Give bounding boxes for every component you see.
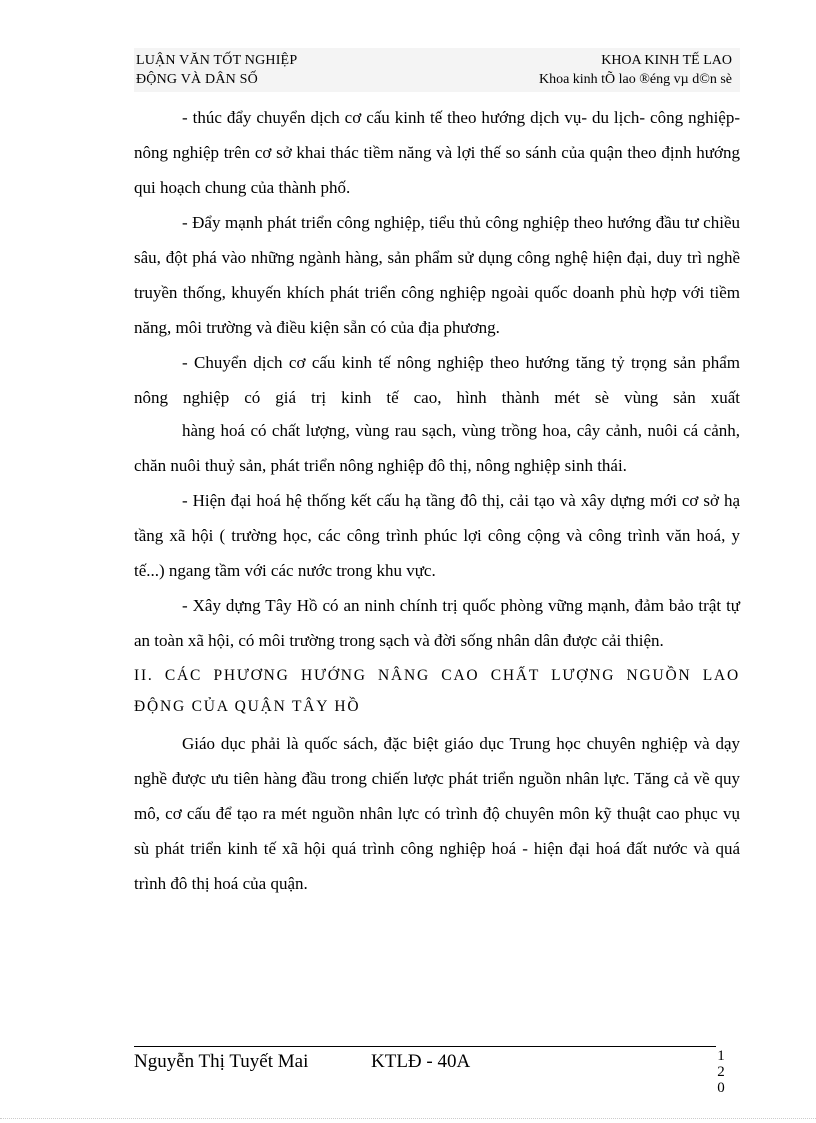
footer-class-code: KTLĐ - 40A bbox=[371, 1051, 471, 1072]
section-heading bbox=[134, 660, 740, 722]
section-heading-line-2: ĐỘNG CỦA QUẬN TÂY HỒ bbox=[134, 698, 361, 715]
section-heading-line-1: II. CÁC PHƯƠNG HƯỚNG NÂNG CAO CHẤT LƯỢNG NGUỒN LAO bbox=[134, 667, 740, 684]
page-number-digit: 0 bbox=[717, 1080, 725, 1096]
document-body bbox=[134, 100, 740, 901]
page-number-digit: 2 bbox=[717, 1064, 725, 1080]
page-number-digit: 1 bbox=[717, 1048, 725, 1064]
header-row-1 bbox=[134, 48, 740, 70]
paragraph-final: Giáo dục phải là quốc sách, đặc biệt giáo dục Trung học chuyên nghiệp và dạy nghề được ưu tiên hàng đầu trong chiến lược phát triển nguồn nhân lực. Tăng cả về quy mô, cơ cấu để tạo ra mét nguồn nhân lực có trình độ chuyên môn kỹ thuật cao phục vụ sù phát triển kinh tế xã hội quá trình công nghiệp hoá - hiện đại hoá đất nước và quá trình đô thị hoá của quận. bbox=[134, 734, 740, 893]
paragraph-3: - Chuyển dịch cơ cấu kinh tế nông nghiệp theo hướng tăng tỷ trọng sản phẩm nông nghiệp có giá trị kinh tế cao, hình thành mét sè vùng sản xuất bbox=[134, 353, 740, 407]
paragraph-4: hàng hoá có chất lượng, vùng rau sạch, vùng trồng hoa, cây cảnh, nuôi cá cảnh, chăn nuôi thuỷ sản, phát triển nông nghiệp đô thị, nông nghiệp sinh thái. bbox=[134, 421, 740, 475]
page-header bbox=[134, 48, 740, 92]
header-row-2 bbox=[134, 70, 740, 89]
footer-rule bbox=[134, 1046, 716, 1047]
footer-author: Nguyễn Thị Tuyết Mai bbox=[134, 1051, 309, 1072]
paragraph-6: - Xây dựng Tây Hồ có an ninh chính trị quốc phòng vững mạnh, đảm bảo trật tự an toàn xã hội, có môi trường trong sạch và đời sống nhân dân được cải thiện. bbox=[134, 596, 740, 650]
header-right-line-1: KHOA KINH TẾ LAO bbox=[601, 53, 732, 68]
paragraph-1: - thúc đẩy chuyển dịch cơ cấu kinh tế theo hướng dịch vụ- du lịch- công nghiệp- nông nghiệp trên cơ sở khai thác tiềm năng và lợi thế so sánh của quận theo định hướng qui hoạch chung của thành phố. bbox=[134, 108, 740, 197]
header-left-line-2: ĐỘNG VÀ DÂN SỐ bbox=[136, 72, 258, 87]
header-right-line-2: Khoa kinh tÕ lao ®éng vµ d©n sè bbox=[538, 72, 732, 87]
header-left-line-1: LUẬN VĂN TỐT NGHIỆP bbox=[136, 53, 298, 68]
paragraph-2: - Đẩy mạnh phát triển công nghiệp, tiểu thủ công nghiệp theo hướng đầu tư chiều sâu, đột phá vào những ngành hàng, sản phẩm sử dụng công nghệ hiện đại, duy trì nghề truyền thống, khuyến khích phát triển công nghiệp ngoài quốc doanh phù hợp với tiềm năng, môi trường và điều kiện sẵn có của địa phương. bbox=[134, 213, 740, 337]
paragraph-5: - Hiện đại hoá hệ thống kết cấu hạ tầng đô thị, cải tạo và xây dựng mới cơ sở hạ tầng xã hội ( trường học, các công trình phúc lợi công cộng và công trình văn hoá, y tế...) ngang tầm với các nước trong khu vực. bbox=[134, 491, 740, 580]
page-bottom-edge bbox=[0, 1118, 816, 1119]
page-number bbox=[714, 1048, 728, 1096]
